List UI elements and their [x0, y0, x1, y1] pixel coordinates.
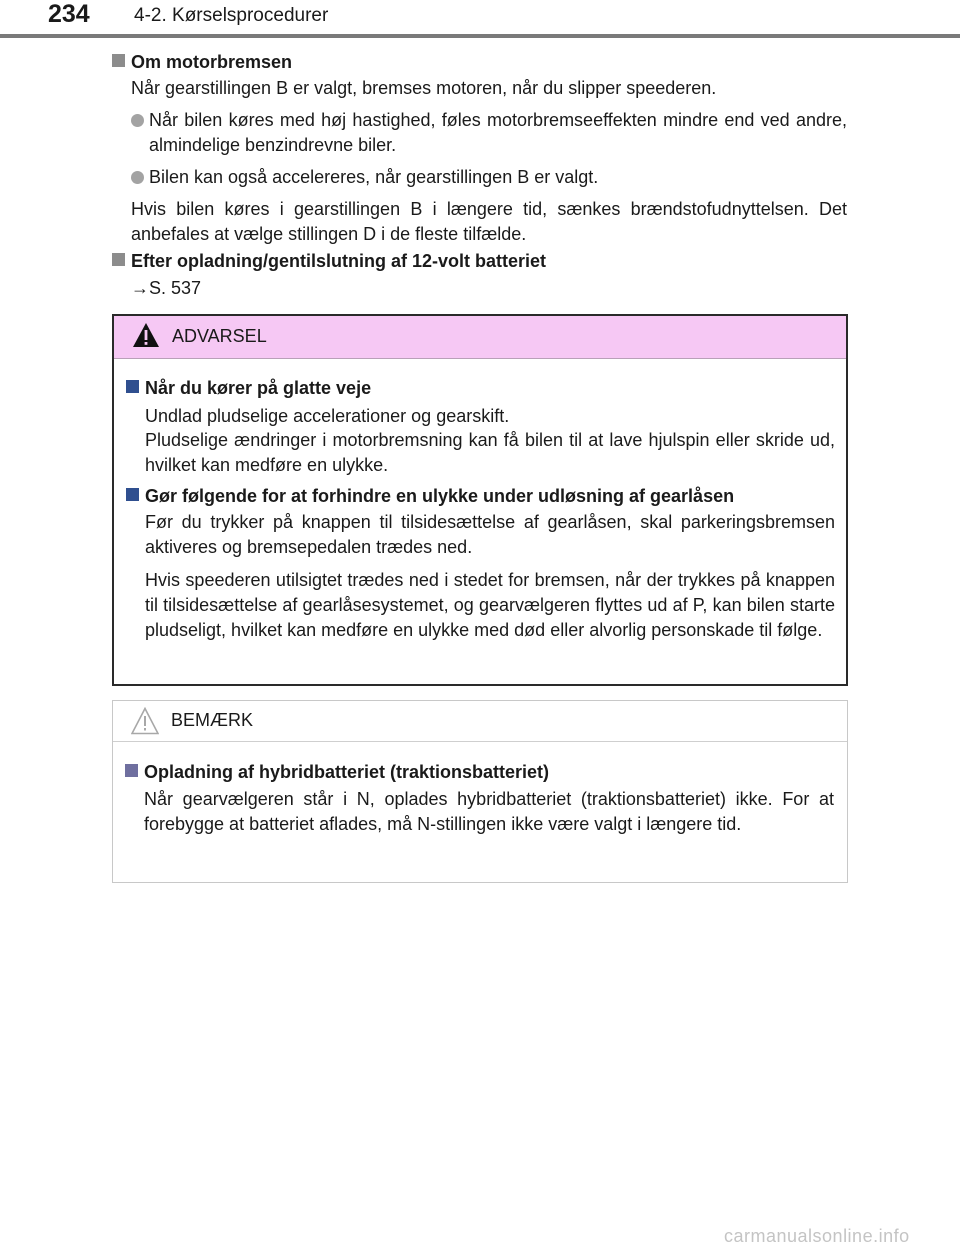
section-heading-recharge: Efter opladning/gentilslutning af 12-volt batteriet: [112, 249, 546, 274]
warning-paragraph: Pludselige ændringer i motorbremsning kan få bilen til at lave hjulspin eller skride ud, hvilket kan medføre en ulykke.: [145, 430, 835, 475]
notice-item-title: Opladning af hybridbatteriet (traktionsbatteriet): [125, 760, 549, 785]
paragraph-intro: Når gearstillingen B er valgt, bremses motoren, når du slipper speederen.: [131, 78, 717, 98]
square-bullet-icon: [125, 764, 138, 777]
square-bullet-icon: [112, 54, 125, 67]
page-number: 234: [48, 0, 90, 28]
warning-paragraph: Undlad pludselige accelerationer og gearskift.: [145, 406, 510, 426]
bullet-item: Bilen kan også accelereres, når gearstillingen B er valgt.: [149, 167, 599, 187]
warning-label: ADVARSEL: [172, 326, 267, 346]
notice-label: BEMÆRK: [171, 710, 254, 730]
warning-item-title: Når du kører på glatte veje: [126, 376, 371, 401]
square-bullet-icon: [126, 488, 139, 501]
section-heading-engine-brake: Om motorbremsen: [112, 50, 292, 75]
notice-paragraph: Når gearvælgeren står i N, oplades hybridbatteriet (traktionsbatteriet) ikke. For at forebygge at batteriet aflades, må N-stillingen ikke være valgt i længere tid.: [144, 789, 834, 834]
page-header: [0, 0, 960, 40]
square-bullet-icon: [112, 253, 125, 266]
paragraph-outro: Hvis bilen køres i gearstillingen B i længere tid, sænkes brændstofudnyttelsen. Det anbefales at vælge stillingen D i de fleste tilfælde.: [131, 199, 847, 244]
round-bullet-icon: [131, 171, 144, 184]
page-reference-link[interactable]: →S. 537: [131, 278, 202, 298]
warning-triangle-icon: [132, 322, 160, 348]
watermark-text: carmanualsonline.info: [724, 1226, 910, 1246]
warning-header: [114, 316, 846, 359]
notice-box: [112, 700, 848, 883]
notice-header: [113, 701, 847, 742]
bullet-item: Når bilen køres med høj hastighed, føles motorbremseeffekten mindre end ved andre, almindelige benzindrevne biler.: [149, 110, 847, 155]
square-bullet-icon: [126, 380, 139, 393]
round-bullet-icon: [131, 114, 144, 127]
warning-paragraph: Før du trykker på knappen til tilsidesættelse af gearlåsen, skal parkeringsbremsen aktiveres og bremsepedalen trædes ned.: [145, 512, 835, 557]
warning-item-title: Gør følgende for at forhindre en ulykke under udløsning af gearlåsen: [126, 484, 734, 509]
warning-box: [112, 314, 848, 686]
warning-paragraph: Hvis speederen utilsigtet trædes ned i stedet for bremsen, når der trykkes på knappen til tilsidesættelse af gearlåsesystemet, og gearvælgeren flyttes ud af P, kan bilen starte pludseligt, hvilket kan medføre en ulykke med død eller alvorlig personskade til følge.: [145, 570, 835, 640]
header-divider: [0, 34, 960, 38]
chapter-title: 4-2. Kørselsprocedurer: [134, 5, 329, 26]
caution-triangle-icon: [131, 707, 159, 735]
